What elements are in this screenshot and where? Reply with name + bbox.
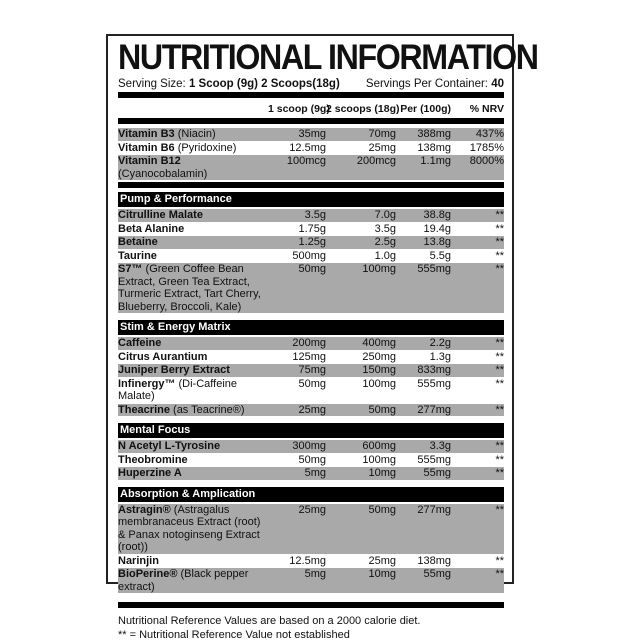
amount-per-100g: 138mg (417, 554, 451, 567)
ingredient-name-main: N Acetyl L-Tyrosine (118, 440, 221, 452)
ingredient-name (118, 454, 268, 467)
section-rows (118, 440, 504, 481)
ingredient-name-detail: (Astragalus membranaceus Extract (root) & Panax notoginseng Extract (root)) (118, 503, 261, 553)
amount-2-scoops: 600mg (362, 440, 396, 452)
ingredient-row (118, 263, 504, 314)
nrv-percent: ** (495, 249, 504, 262)
ingredient-name (118, 467, 268, 480)
ingredient-name (118, 236, 268, 249)
ingredient-name (118, 364, 268, 377)
ingredient-sections (118, 192, 504, 594)
ingredient-name-main: Theobromine (118, 453, 188, 466)
ingredient-name-detail: (Niacin) (174, 128, 216, 140)
ingredient-row (118, 250, 504, 264)
ingredient-name (118, 568, 268, 593)
nrv-percent: ** (495, 350, 504, 363)
amount-2-scoops: 100mg (362, 377, 396, 390)
ingredient-name-main: Astragin® (118, 503, 171, 516)
vitamins-block (118, 128, 504, 188)
ingredient-name-main: Beta Alanine (118, 222, 185, 235)
section-rows (118, 504, 504, 595)
amount-2-scoops: 25mg (368, 141, 396, 154)
section-rows (118, 337, 504, 417)
nrv-percent: ** (495, 440, 504, 452)
amount-1-scoop: 3.5g (304, 209, 326, 221)
amount-2-scoops: 400mg (362, 337, 396, 349)
amount-per-100g: 5.5g (429, 249, 451, 262)
ingredient-name (118, 250, 268, 263)
amount-per-100g: 1.1mg (420, 155, 451, 167)
amount-1-scoop: 500mg (292, 249, 326, 262)
amount-2-scoops: 100mg (362, 453, 396, 466)
ingredient-name (118, 209, 268, 222)
amount-2-scoops: 50mg (368, 503, 396, 516)
nrv-percent: ** (495, 568, 504, 580)
ingredient-name-main: Vitamin B3 (118, 128, 175, 140)
amount-per-100g: 138mg (417, 141, 451, 154)
amount-per-100g: 1.3g (429, 350, 451, 363)
ingredient-row (118, 128, 504, 142)
ingredient-name (118, 555, 268, 568)
amount-1-scoop: 200mg (292, 337, 326, 349)
amount-per-100g: 2.2g (429, 337, 451, 349)
ingredient-name (118, 440, 268, 453)
ingredient-name-main: Infinergy™ (118, 377, 176, 390)
amount-2-scoops: 1.0g (374, 249, 396, 262)
ingredient-row (118, 555, 504, 569)
column-header-2-scoops: 2 scoops (18g) (326, 103, 400, 115)
ingredient-name-main: Vitamin B6 (118, 141, 175, 154)
ingredient-name-main: BioPerine® (118, 568, 178, 580)
ingredient-name (118, 155, 268, 180)
ingredient-row (118, 337, 504, 351)
label-footer (118, 602, 504, 642)
ingredient-row (118, 351, 504, 365)
ingredient-name-main: Caffeine (118, 337, 162, 349)
amount-1-scoop: 12.5mg (289, 141, 326, 154)
section-rows (118, 209, 504, 314)
ingredient-row (118, 142, 504, 156)
ingredient-name-detail: (as Teacrine®) (169, 403, 245, 416)
ingredient-row (118, 467, 504, 481)
ingredient-name (118, 128, 268, 141)
amount-1-scoop: 1.25g (298, 236, 326, 248)
nrv-percent: ** (495, 209, 504, 221)
column-header-nrv: % NRV (469, 103, 504, 115)
amount-1-scoop: 50mg (298, 377, 326, 390)
ingredient-name-main: Narinjin (118, 554, 159, 567)
serving-size (118, 78, 340, 90)
nrv-percent: ** (495, 236, 504, 248)
amount-per-100g: 19.4g (423, 222, 451, 235)
column-headers (118, 100, 504, 124)
ingredient-name-main: S7™ (118, 263, 143, 275)
amount-1-scoop: 125mg (292, 350, 326, 363)
serving-info (118, 78, 504, 98)
ingredient-name-main: Juniper Berry Extract (118, 364, 230, 376)
ingredient-name-main: Betaine (118, 236, 158, 248)
amount-per-100g: 555mg (417, 377, 451, 390)
ingredient-row (118, 223, 504, 237)
footer-nrv-note: Nutritional Reference Values are based on a 2000 calorie diet. (118, 615, 421, 627)
amount-1-scoop: 100mcg (286, 155, 326, 167)
nrv-percent: ** (495, 364, 504, 376)
serving-size-value: 1 Scoop (9g) 2 Scoops(18g) (188, 78, 340, 90)
nutrition-label (106, 34, 538, 641)
ingredient-name (118, 504, 268, 554)
ingredient-name-detail: (Pyridoxine) (174, 141, 237, 154)
amount-per-100g: 13.8g (423, 236, 451, 248)
amount-2-scoops: 100mg (362, 263, 396, 275)
ingredient-row (118, 568, 504, 594)
amount-1-scoop: 300mg (292, 440, 326, 452)
ingredient-name-main: Citrus Aurantium (118, 350, 208, 363)
amount-per-100g: 833mg (417, 364, 451, 376)
amount-1-scoop: 5mg (304, 568, 326, 580)
servings-per-container (366, 78, 504, 90)
servings-per-container-value: 40 (491, 78, 504, 90)
section-header: Absorption & Amplication (118, 487, 504, 502)
ingredient-name-detail: (Di-Caffeine Malate) (118, 377, 237, 402)
nrv-percent: ** (495, 337, 504, 349)
section-header: Stim & Energy Matrix (118, 320, 504, 335)
nrv-percent: 437% (475, 128, 504, 140)
nrv-percent: ** (495, 403, 504, 416)
amount-2-scoops: 25mg (368, 554, 396, 567)
amount-1-scoop: 25mg (298, 403, 326, 416)
amount-2-scoops: 10mg (368, 467, 396, 479)
amount-1-scoop: 12.5mg (289, 554, 326, 567)
amount-per-100g: 555mg (417, 263, 451, 275)
ingredient-row (118, 404, 504, 418)
amount-1-scoop: 25mg (298, 503, 326, 516)
amount-1-scoop: 50mg (298, 453, 326, 466)
ingredient-row (118, 378, 504, 404)
nrv-percent: ** (495, 222, 504, 235)
ingredient-name-main: Citrulline Malate (118, 209, 203, 221)
ingredient-row (118, 209, 504, 223)
ingredient-name-detail: (Cyanocobalamin) (118, 167, 208, 180)
nutrition-label-content (118, 36, 538, 642)
amount-2-scoops: 50mg (368, 403, 396, 416)
ingredient-name (118, 351, 268, 364)
ingredient-row (118, 454, 504, 468)
servings-per-container-label: Servings Per Container: (365, 78, 488, 90)
nrv-percent: ** (495, 467, 504, 479)
amount-per-100g: 38.8g (423, 209, 451, 221)
ingredient-name (118, 142, 268, 155)
amount-2-scoops: 2.5g (374, 236, 396, 248)
serving-size-label: Serving Size: (118, 78, 186, 90)
amount-2-scoops: 70mg (368, 128, 396, 140)
nrv-percent: ** (495, 554, 504, 567)
section-header: Pump & Performance (118, 192, 504, 207)
amount-1-scoop: 5mg (304, 467, 326, 479)
amount-1-scoop: 1.75g (298, 222, 326, 235)
nrv-percent: ** (495, 263, 504, 275)
amount-per-100g: 55mg (423, 568, 451, 580)
amount-per-100g: 277mg (417, 403, 451, 416)
amount-per-100g: 388mg (417, 128, 451, 140)
label-title: NUTRITIONAL INFORMATION (118, 38, 538, 77)
ingredient-name (118, 263, 268, 313)
amount-2-scoops: 7.0g (374, 209, 396, 221)
nrv-percent: ** (495, 377, 504, 390)
section-header: Mental Focus (118, 423, 504, 438)
nrv-percent: ** (495, 453, 504, 466)
amount-per-100g: 555mg (417, 453, 451, 466)
ingredient-name (118, 378, 268, 403)
amount-1-scoop: 35mg (298, 128, 326, 140)
ingredient-name-main: Huperzine A (118, 467, 182, 479)
column-header-1-scoop: 1 scoop (9g) (268, 103, 330, 115)
amount-2-scoops: 10mg (368, 568, 396, 580)
ingredient-name (118, 337, 268, 350)
nrv-percent: 1785% (469, 141, 504, 154)
amount-per-100g: 3.3g (429, 440, 451, 452)
amount-per-100g: 277mg (417, 503, 451, 516)
ingredient-row (118, 364, 504, 378)
ingredient-name-detail: (Green Coffee Bean Extract, Green Tea Extract, Turmeric Extract, Tart Cherry, Blueberry, Broccoli, Kale) (118, 263, 261, 313)
ingredient-name (118, 404, 268, 417)
amount-2-scoops: 150mg (362, 364, 396, 376)
amount-per-100g: 55mg (423, 467, 451, 479)
nrv-percent: 8000% (469, 155, 504, 167)
footer-asterisk-note: ** = Nutritional Reference Value not established (118, 629, 350, 641)
ingredient-row (118, 504, 504, 555)
ingredient-name-detail: (Black pepper extract) (118, 568, 249, 593)
amount-2-scoops: 200mcg (356, 155, 396, 167)
amount-1-scoop: 75mg (298, 364, 326, 376)
ingredient-name-main: Taurine (118, 249, 157, 262)
ingredient-name-main: Theacrine (118, 403, 170, 416)
column-header-per-100g: Per (100g) (400, 103, 451, 115)
amount-2-scoops: 3.5g (374, 222, 396, 235)
ingredient-row (118, 440, 504, 454)
ingredient-row (118, 155, 504, 181)
amount-2-scoops: 250mg (362, 350, 396, 363)
nrv-percent: ** (495, 503, 504, 516)
ingredient-name (118, 223, 268, 236)
ingredient-row (118, 236, 504, 250)
ingredient-name-main: Vitamin B12 (118, 155, 181, 167)
amount-1-scoop: 50mg (298, 263, 326, 275)
